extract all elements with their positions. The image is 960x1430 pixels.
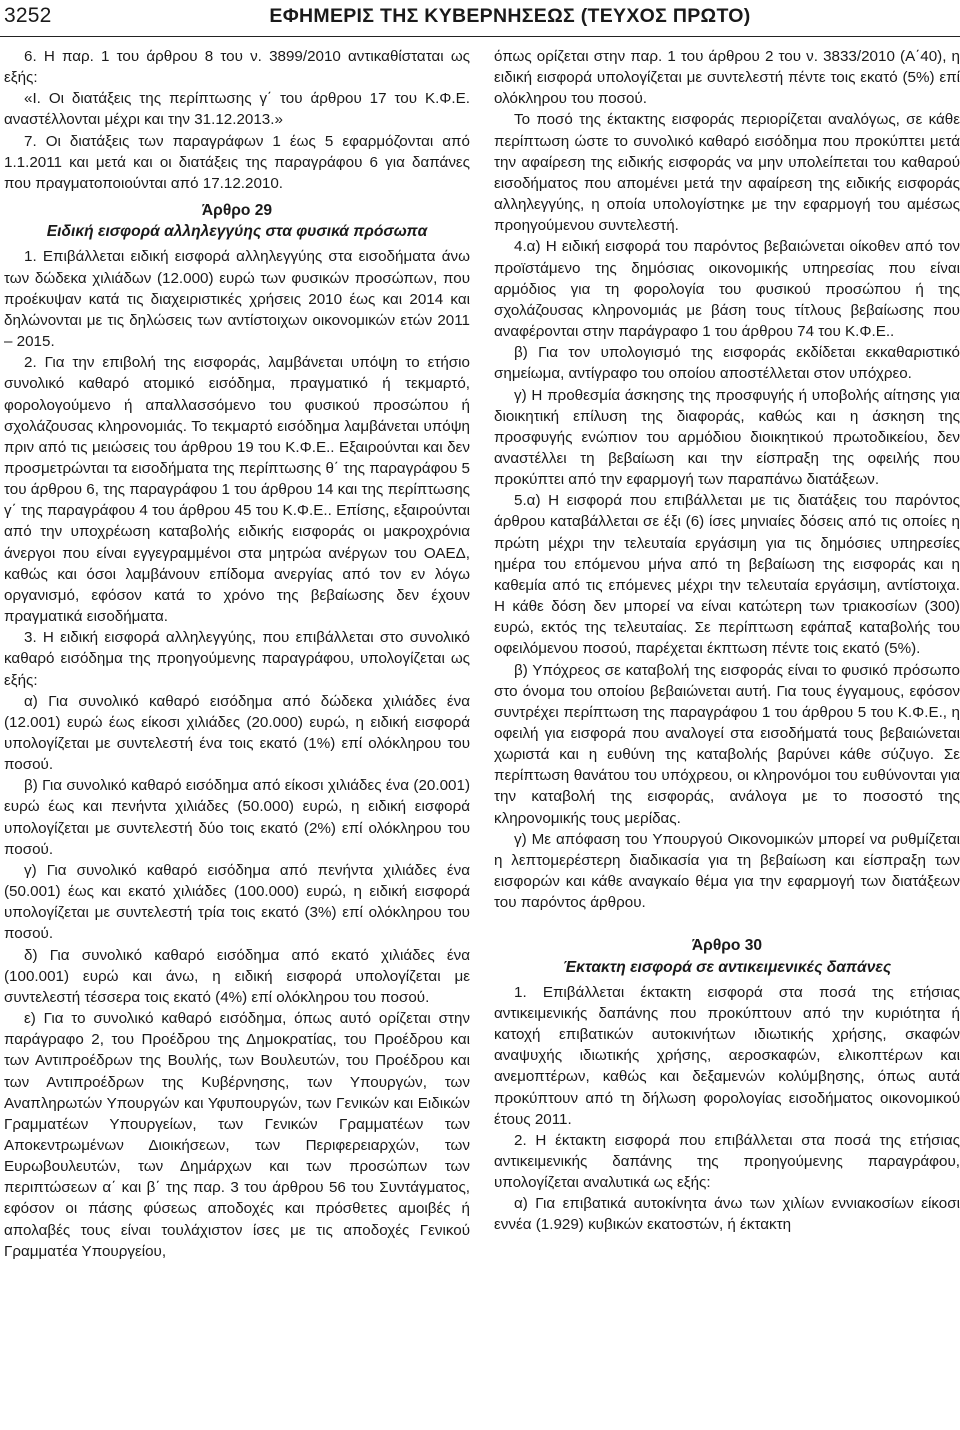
article-29-paragraph-2: 2. Για την επιβολή της εισφοράς, λαμβάνεται υπόψη το ετήσιο συνολικό καθαρό ατομικό εισόδημα, πραγματικό ή τεκμαρτό, φορολογούμενο ή απαλλασσόμενο του φυσικού προσώπου ή σχολάζουσας κληρονομιάς. Το τεκμαρτό εισόδημα λαμβάνεται υπόψη πριν από τις μειώσεις του άρθρου 19 του Κ.Φ.Ε.. Εξαιρούνται και δεν προσμετρώνται τα εισοδήματα της περίπτωσης θ΄ της παραγράφου 5 του άρθρου 6, της παραγράφου 1 του άρθρου 14 και της περίπτωσης γ΄ της παραγράφου 4 του άρθρου 45 του Κ.Φ.Ε.. Επίσης, εξαιρούνται από την υποχρέωση καταβολής ειδικής εισφοράς οι μακροχρόνια άνεργοι που είναι εγγεγραμμένοι στα μητρώα ανέργων του ΟΑΕΔ, καθώς και όσοι λαμβάνουν επίδομα ανεργίας από τον εν λόγω οργανισμό, εφόσον κατά το χρόνο της βεβαίωσης δεν έχουν πραγματικά εισοδήματα. [4,354,470,626]
article-29-paragraph-3b: β) Για συνολικό καθαρό εισόδημα από είκοσι χιλιάδες ένα (20.001) ευρώ έως και πενήντα χιλιάδες (50.000) ευρώ, η ειδική εισφορά υπολογίζεται με συντελεστή δύο τοις εκατό (2%) επί ολόκληρου του ποσού. [4,777,470,858]
paragraph-6: 6. Η παρ. 1 του άρθρου 8 του ν. 3899/2010 αντικαθίσταται ως εξής: [4,48,470,87]
article-29-paragraph-3e: ε) Για το συνολικό καθαρό εισόδημα, όπως αυτό ορίζεται στην παράγραφο 2, του Προέδρου της Δημοκρατίας, του Προέδρου και των Αντιπροέδρων της Βουλής, των Βουλευτών, του Προέδρου και των Αντιπροέδρων της Κυβέρνησης, των Υπουργών, των Αναπληρωτών Υπουργών και Υφυπουργών, των Γενικών και Ειδικών Γραμματέων Υπουργείων, των Γενικών Γραμματέων των Αποκεντρωμένων Διοικήσεων, των Περιφερειαρχών, των Ευρωβουλευτών, των Δημάρχων και των προσώπων των περιπτώσεων α΄ και β΄ της παρ. 3 του άρθρου 56 του Συντάγματος, εφόσον οι πάσης φύσεως αποδοχές και πρόσθετες αμοιβές ή απολαβές τους είναι τουλάχιστον ίσες με τις αποδοχές Γενικού Γραμματέα Υπουργείου, [4,1010,470,1260]
paragraph-6-quote: «Ι. Οι διατάξεις της περίπτωσης γ΄ του άρθρου 17 του Κ.Φ.Ε. αναστέλλονται μέχρι και την 31.12.2013.» [4,90,470,129]
article-29-continuation: όπως ορίζεται στην παρ. 1 του άρθρου 2 του ν. 3833/2010 (Α΄40), η ειδική εισφορά υπολογίζεται με συντελεστή πέντε τοις εκατό (5%) επί ολόκληρου του ποσού. [494,48,960,108]
page-header [0,0,960,37]
article-30-paragraph-2a: α) Για επιβατικά αυτοκίνητα άνω των χιλίων εννιακοσίων είκοσι εννέα (1.929) κυβικών εκατοστών, ή έκτακτη [494,1195,960,1234]
article-29-paragraph-3d: δ) Για συνολικό καθαρό εισόδημα από εκατό χιλιάδες ένα (100.001) ευρώ και άνω, η ειδική εισφορά υπολογίζεται με συντελεστή τέσσερα τοις εκατό (4%) επί ολόκληρου του ποσού. [4,946,470,1006]
article-29-paragraph-5b: β) Υπόχρεος σε καταβολή της εισφοράς είναι το φυσικό πρόσωπο στο όνομα του οποίου βεβαιώνεται αυτή. Για τους έγγαμους, εφόσον συντρέχει περίπτωση της παραγράφου 1 του άρθρου 5 του Κ.Φ.Ε., η οφειλή για εισφορά που αναλογεί στα εισοδήματά τους βεβαιώνεται χωριστά και η ευθύνη της καταβολής βαρύνει κάθε σύζυγο. Σε περίπτωση θανάτου του υπόχρεου, οι κληρονόμοι του ευθύνονται για την καταβολή της εισφοράς, ανάλογα με το ποσοστό της κληρονομικής τους μερίδας. [494,661,960,827]
article-30-subtitle: Έκτακτη εισφορά σε αντικειμενικές δαπάνες [562,958,892,976]
article-29-paragraph-5a: 5.α) Η εισφορά που επιβάλλεται με τις διατάξεις του παρόντος άρθρου καταβάλλεται σε έξι (6) ίσες μηνιαίες δόσεις από τις οποίες η πρώτη μέχρι την τελευταία εργάσιμη για τις δημόσιες υπηρεσίες ημέρα του επόμενου μήνα από τη βεβαίωση της εισφοράς και η καθεμία από τις επόμενες μέχρι την τελευταία εργάσιμη, αντίστοιχα. Η κάθε δόση δεν μπορεί να είναι κατώτερη των τριακοσίων (300) ευρώ, εκτός της τελευταίας. Σε περίπτωση εφάπαξ καταβολής του οφειλόμενου ποσού, παρέχεται έκπτωση πέντε τοις εκατό (5%). [494,492,960,658]
gazette-title: ΕΦΗΜΕΡΙΣ ΤΗΣ ΚΥΒΕΡΝΗΣΕΩΣ (ΤΕΥΧΟΣ ΠΡΩΤΟ) [269,5,751,27]
article-30-paragraph-2: 2. Η έκτακτη εισφορά που επιβάλλεται στα ποσά της ετήσιας αντικειμενικής δαπάνης της προηγούμενης παραγράφου, υπολογίζεται αναλυτικά ως εξής: [494,1131,960,1192]
article-30-paragraph-1: 1. Επιβάλλεται έκτακτη εισφορά στα ποσά της ετήσιας αντικειμενικής δαπάνης που προκύπτουν από την κυριότητα ή κατοχή επιβατικών αυτοκινήτων ιδιωτικής χρήσης, σκαφών αναψυχής ιδιωτικής χρήσης, αεροσκαφών, ελικοπτέρων και ανεμοπτέρων, καθώς και δεξαμενών κολύμβησης, όπως αυτά προκύπτουν από τη δήλωση φορολογίας εισοδήματος οικονομικού έτους 2011. [494,983,960,1128]
article-29-title: Άρθρο 29 [201,202,273,220]
article-29-paragraph-3a: α) Για συνολικό καθαρό εισόδημα από δώδεκα χιλιάδες ένα (12.001) ευρώ έως είκοσι χιλιάδες (20.000) ευρώ, η ειδική εισφορά υπολογίζεται με συντελεστή ένα τοις εκατό (1%) επί ολόκληρου του ποσού. [4,692,470,774]
article-29-subtitle: Ειδική εισφορά αλληλεγγύης στα φυσικά πρόσωπα [46,223,428,241]
page-number: 3252 [4,4,52,27]
article-29-paragraph-3: 3. Η ειδική εισφορά αλληλεγγύης, που επιβάλλεται στο συνολικό καθαρό εισόδημα της προηγούμενης παραγράφου, υπολογίζεται ως εξής: [4,629,470,689]
article-29-paragraph-3c: γ) Για συνολικό καθαρό εισόδημα από πενήντα χιλιάδες ένα (50.001) έως και εκατό χιλιάδες (100.000) ευρώ, η ειδική εισφορά υπολογίζεται με συντελεστή τρία τοις εκατό (3%) επί ολόκληρου του ποσού. [4,861,470,943]
article-29-paragraph-1: 1. Επιβάλλεται ειδική εισφορά αλληλεγγύης στα εισοδήματα άνω των δώδεκα χιλιάδων (12.000) ευρώ των φυσικών προσώπων, που προέκυψαν κατά τις διαχειριστικές χρήσεις 2010 έως και 2014 και δηλώνονται με τις δηλώσεις των αντίστοιχων οικονομικών ετών 2011 – 2015. [4,248,470,351]
right-column [494,46,960,1236]
article-29-paragraph-4b: β) Για τον υπολογισμό της εισφοράς εκδίδεται εκκαθαριστικό σημείωμα, αντίγραφο του οποίου αποστέλλεται στον υπόχρεο. [494,344,960,383]
left-column [4,46,470,1262]
article-29-limit-paragraph: Το ποσό της έκτακτης εισφοράς περιορίζεται αναλόγως, σε κάθε περίπτωση ώστε το συνολικό καθαρό εισόδημα που προκύπτει μετά την αφαίρεση της ειδικής εισφοράς να μην υπολείπεται του καθαρού εισοδήματος που απομένει μετά την αφαίρεση της ειδικής εισφοράς αλληλεγγύης, η οποία υπολογίστηκε με την εφαρμογή του αμέσως προηγούμενου συντελεστή. [494,111,960,235]
spacer [494,913,960,935]
article-30-title: Άρθρο 30 [691,937,763,955]
paragraph-7: 7. Οι διατάξεις των παραγράφων 1 έως 5 εφαρμόζονται από 1.1.2011 και μετά και οι διατάξεις της παραγράφου 6 για δαπάνες που πραγματοποιούνται από 17.12.2010. [4,132,470,192]
article-29-paragraph-4a: 4.α) Η ειδική εισφορά του παρόντος βεβαιώνεται οίκοθεν από τον προϊστάμενο της δημόσιας οικονομικής υπηρεσίας που είναι αρμόδιος για τη φορολογία του φυσικού προσώπου ή της σχολάζουσας κληρονομιάς με βάση τους τίτλους βεβαίωσης που αναφέρονται στην παράγραφο 1 του άρθρου 74 του Κ.Φ.Ε.. [494,238,960,341]
article-29-paragraph-4c: γ) Η προθεσμία άσκησης της προσφυγής ή υποβολής αίτησης για διοικητική επίλυση της διαφοράς, καθώς και η άσκηση της προσφυγής ενώπιον του αρμόδιου διοικητικού πρωτοδικείου, δεν αναστέλλει τη βεβαίωση και την είσπραξη της οφειλής που προκύπτει από την εφαρμογή των παραπάνω διατάξεων. [494,386,960,489]
article-29-paragraph-5c: γ) Με απόφαση του Υπουργού Οικονομικών μπορεί να ρυθμίζεται η λεπτομερέστερη διαδικασία για τη βεβαίωση και είσπραξη των εισφορών και κάθε αναγκαίο θέμα για την εφαρμογή των διατάξεων του παρόντος άρθρου. [494,830,960,912]
